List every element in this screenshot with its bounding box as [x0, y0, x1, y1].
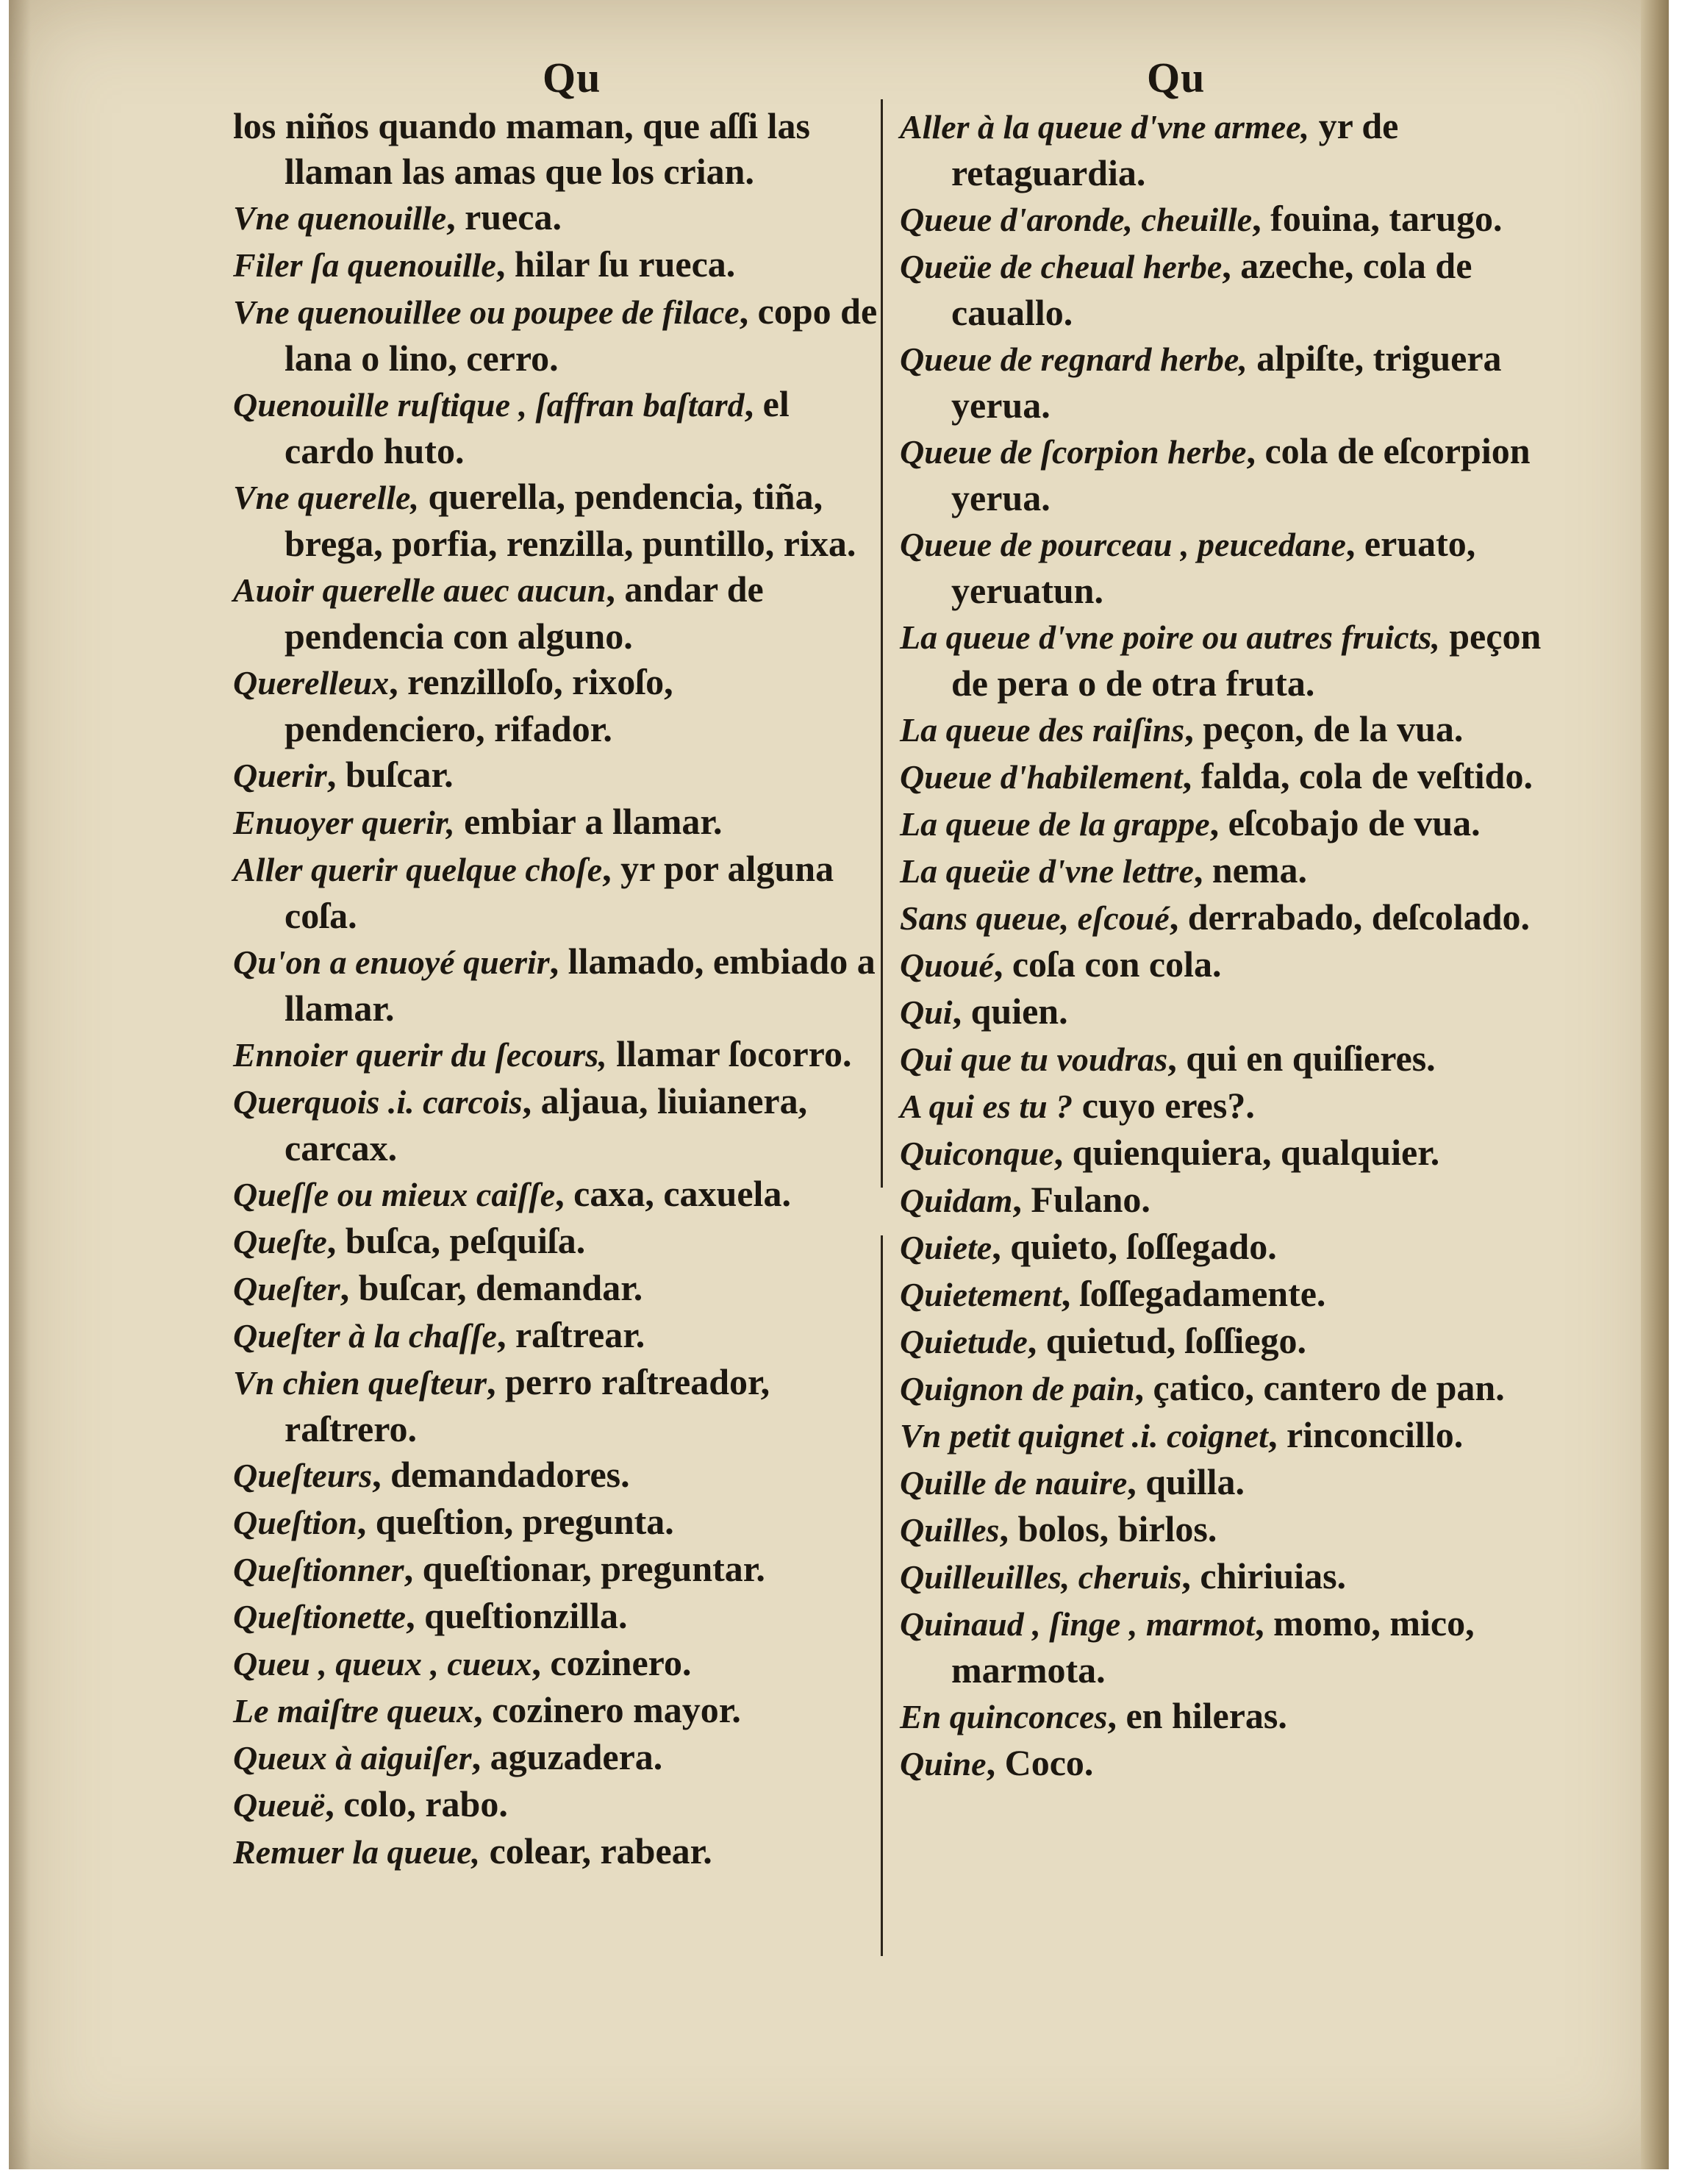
entry-translation: , quieto, ſoſſegado. [992, 1226, 1277, 1267]
entry-headword: Aller à la queue d'vne armee, [900, 108, 1310, 146]
entry-translation: cuyo eres?. [1073, 1085, 1255, 1126]
entry-translation: , nema. [1193, 849, 1308, 891]
entry-headword: Queue d'habilement [900, 758, 1183, 796]
left-column [233, 103, 880, 1875]
dictionary-entry [233, 1265, 880, 1312]
entry-headword: La queüe d'vne lettre [900, 852, 1194, 890]
entry-headword: Queux à aiguiſer [233, 1739, 472, 1777]
entry-translation: , buſcar, demandar. [340, 1267, 643, 1308]
entry-translation: , momo, mico, marmota. [951, 1602, 1475, 1691]
entry-headword: A qui es tu ? [900, 1088, 1073, 1125]
entry-headword: Quiete [900, 1229, 992, 1266]
entry-headword: Quoué [900, 946, 994, 984]
entry-translation: colear, rabear. [480, 1830, 712, 1871]
dictionary-entry [900, 800, 1569, 847]
dictionary-entry [900, 1365, 1569, 1412]
dictionary-entry [233, 846, 880, 938]
entry-headword: Quiconque [900, 1135, 1054, 1172]
column-rule [881, 99, 883, 1188]
entry-translation: , el cardo huto. [284, 383, 790, 471]
entry-headword: Filer ſa quenouille [233, 246, 496, 284]
entry-translation: los niños quando maman, que aſſi las llaman las amas que los crian. [233, 105, 810, 192]
entry-translation: , llamado, embiado a llamar. [284, 941, 876, 1029]
entry-translation: , falda, cola de veſtido. [1182, 755, 1533, 796]
entry-translation: , cozinero mayor. [473, 1689, 741, 1730]
entry-translation: , buſca, peſquiſa. [326, 1220, 586, 1261]
dictionary-entry [233, 1218, 880, 1265]
spine-shadow [9, 0, 31, 2169]
entry-headword: Quille de nauire [900, 1464, 1128, 1502]
entry-translation: , en hileras. [1107, 1695, 1287, 1736]
dictionary-entry [900, 1506, 1569, 1553]
entry-translation: , fouina, tarugo. [1252, 198, 1503, 239]
entry-headword: Queſtionette [233, 1598, 407, 1635]
entry-translation: , azeche, cola de cauallo. [951, 245, 1472, 333]
entry-headword: Queüe de cheual herbe [900, 248, 1223, 285]
dictionary-entry [900, 1082, 1569, 1130]
dictionary-entry [233, 288, 880, 381]
entry-headword: Queuë [233, 1786, 326, 1824]
dictionary-entry [900, 1740, 1569, 1787]
entry-headword: Quenouille ruſtique , ſaffran baſtard [233, 386, 745, 424]
entry-translation: , queſtionar, preguntar. [404, 1548, 765, 1589]
entry-headword: La queue des raiſins [900, 711, 1185, 749]
entry-translation: llamar ſocorro. [606, 1033, 852, 1074]
entry-headword: Le maiſtre queux [233, 1692, 474, 1730]
dictionary-entry [900, 1177, 1569, 1224]
dictionary-entry [900, 1035, 1569, 1082]
entry-translation: , quien. [952, 991, 1068, 1032]
dictionary-entry [233, 799, 880, 846]
dictionary-entry [233, 566, 880, 659]
entry-headword: Ennoier querir du ſecours, [233, 1036, 607, 1074]
dictionary-entry [233, 1687, 880, 1734]
dictionary-entry [900, 894, 1569, 941]
entry-translation: , eruato, yeruatun. [951, 523, 1476, 611]
dictionary-entry [900, 103, 1569, 196]
dictionary-entry [900, 1130, 1569, 1177]
dictionary-entry [900, 1412, 1569, 1459]
entry-headword: Queſter [233, 1270, 340, 1307]
entry-translation: , coſa con cola. [993, 943, 1222, 985]
entry-headword: Enuoyer querir, [233, 804, 455, 841]
dictionary-entry [233, 1781, 880, 1828]
entry-headword: Quine [900, 1745, 987, 1782]
entry-translation: alpiſte, triguera yerua. [951, 338, 1502, 426]
entry-translation: , perro raſtreador, raſtrero. [284, 1361, 770, 1449]
entry-translation: , cola de eſcorpion yerua. [951, 430, 1531, 518]
entry-translation: , rinconcillo. [1267, 1414, 1464, 1455]
dictionary-entry [900, 1693, 1569, 1740]
dictionary-entry [900, 847, 1569, 894]
dictionary-entry [900, 1271, 1569, 1318]
dictionary-entry [233, 241, 880, 288]
dictionary-entry [900, 243, 1569, 335]
entry-translation: , aguzadera. [471, 1736, 663, 1777]
entry-translation: , çatico, cantero de pan. [1134, 1367, 1505, 1408]
dictionary-entry [233, 474, 880, 566]
dictionary-entry [900, 1459, 1569, 1506]
entry-translation: , Coco. [986, 1742, 1094, 1783]
dictionary-entry [233, 194, 880, 241]
dictionary-entry [233, 1546, 880, 1593]
entry-headword: Qu'on a enuoyé querir [233, 943, 550, 981]
entry-headword: Querquois .i. carcois [233, 1083, 523, 1121]
entry-headword: Querir [233, 757, 327, 794]
dictionary-entry [900, 941, 1569, 988]
entry-translation: , quienquiera, qualquier. [1053, 1132, 1440, 1173]
entry-headword: Quilles [900, 1511, 1000, 1549]
entry-translation: , queſtionzilla. [406, 1595, 628, 1636]
dictionary-entry [900, 335, 1569, 428]
dictionary-entry [900, 1553, 1569, 1600]
running-header-left: Qu [543, 54, 601, 101]
entry-headword: Qui que tu voudras [900, 1041, 1168, 1078]
entry-translation: , caxa, caxuela. [555, 1173, 791, 1214]
entry-headword: Quinaud , ſinge , marmot [900, 1605, 1256, 1643]
entry-translation: yr de retaguardia. [951, 105, 1399, 193]
dictionary-entry [233, 1593, 880, 1640]
entry-translation: , aljaua, liuianera, carcax. [284, 1080, 808, 1168]
entry-headword: Queſtion [233, 1504, 357, 1541]
entry-translation: , colo, rabo. [325, 1783, 508, 1824]
entry-headword: Aller querir quelque choſe [233, 851, 603, 888]
entry-headword: Qui [900, 993, 953, 1031]
entry-translation: , rueca. [446, 196, 562, 238]
entry-headword: Quietude [900, 1323, 1028, 1360]
entry-translation: , chiriuias. [1181, 1555, 1347, 1596]
dictionary-entry [233, 1359, 880, 1452]
entry-translation: , raſtrear. [496, 1314, 645, 1355]
entry-translation: , bolos, birlos. [999, 1508, 1217, 1549]
entry-translation: , quietud, ſoſſiego. [1027, 1320, 1307, 1361]
dictionary-entry [233, 1171, 880, 1218]
dictionary-entry [233, 752, 880, 799]
entry-translation: , eſcobajo de vua. [1209, 802, 1481, 843]
page-edge [1641, 0, 1669, 2169]
dictionary-entry [233, 1734, 880, 1781]
entry-translation: querella, pendencia, tiña, brega, porfia, renzilla, puntillo, rixa. [284, 476, 856, 564]
entry-translation: , queſtion, pregunta. [357, 1501, 674, 1542]
entry-translation: , renzilloſo, rixoſo, pendenciero, rifador. [284, 661, 673, 749]
page [9, 0, 1669, 2169]
entry-translation: , qui en quiſieres. [1167, 1038, 1436, 1079]
entry-headword: Queue d'aronde, cheuille [900, 201, 1253, 238]
entry-translation: , Fulano. [1012, 1179, 1150, 1220]
entry-headword: Queſſe ou mieux caiſſe [233, 1176, 556, 1213]
entry-translation: , copo de lana o lino, cerro. [284, 290, 878, 379]
dictionary-entry [900, 196, 1569, 243]
entry-headword: Quilleuilles, cheruis [900, 1558, 1182, 1596]
entry-headword: Queſte [233, 1223, 327, 1260]
dictionary-entry [233, 1499, 880, 1546]
entry-translation: peçon de pera o de otra fruta. [951, 615, 1542, 704]
entry-translation: , cozinero. [532, 1642, 692, 1683]
entry-headword: Querelleux [233, 664, 390, 702]
dictionary-entry [233, 1828, 880, 1875]
dictionary-entry [900, 613, 1569, 706]
dictionary-entry [900, 1600, 1569, 1693]
dictionary-entry [900, 521, 1569, 613]
dictionary-entry [233, 659, 880, 752]
entry-headword: Vne quenouillee ou poupee de filace [233, 293, 740, 331]
entry-headword: Vn chien queſteur [233, 1364, 487, 1402]
entry-headword: En quinconces [900, 1698, 1108, 1735]
entry-headword: Auoir querelle auec aucun [233, 571, 606, 609]
entry-headword: Vn petit quignet .i. coignet [900, 1417, 1268, 1455]
entry-translation: , demandadores. [372, 1454, 630, 1495]
dictionary-entry [900, 1224, 1569, 1271]
entry-headword: La queue de la grappe [900, 805, 1210, 843]
entry-translation: , peçon, de la vua. [1184, 708, 1464, 749]
dictionary-entry [233, 381, 880, 474]
dictionary-entry [233, 103, 880, 194]
running-header-right: Qu [1147, 54, 1206, 101]
entry-translation: embiar a llamar. [454, 801, 723, 842]
entry-headword: Quidam [900, 1182, 1013, 1219]
entry-headword: Sans queue, eſcoué [900, 899, 1170, 937]
entry-translation: , hilar ſu rueca. [495, 243, 736, 285]
dictionary-entry [900, 1318, 1569, 1365]
column-rule-lower [881, 1235, 883, 1956]
dictionary-entry [233, 1640, 880, 1687]
entry-translation: , quilla. [1127, 1461, 1245, 1502]
entry-headword: Queu , queux , cueux [233, 1645, 532, 1682]
entry-translation: , yr por alguna coſa. [284, 848, 834, 936]
entry-headword: Queſtionner [233, 1551, 404, 1588]
entry-headword: La queue d'vne poire ou autres fruicts, [900, 618, 1440, 656]
entry-headword: Vne querelle, [233, 479, 419, 516]
entry-headword: Quietement [900, 1276, 1062, 1313]
entry-headword: Remuer la queue, [233, 1833, 481, 1871]
entry-translation: , buſcar. [326, 754, 454, 795]
dictionary-entry [233, 1452, 880, 1499]
entry-headword: Vne quenouille [233, 199, 447, 237]
entry-headword: Queue de ſcorpion herbe [900, 433, 1247, 471]
dictionary-entry [900, 428, 1569, 521]
entry-translation: , andar de pendencia con alguno. [284, 568, 764, 657]
dictionary-entry [233, 1312, 880, 1359]
right-column [900, 103, 1569, 1787]
entry-headword: Queue de pourceau , peucedane [900, 526, 1346, 563]
dictionary-entry [233, 1078, 880, 1171]
dictionary-entry [900, 988, 1569, 1035]
entry-headword: Queue de regnard herbe, [900, 340, 1248, 378]
dictionary-entry [900, 706, 1569, 753]
entry-headword: Queſteurs [233, 1457, 373, 1494]
dictionary-entry [233, 1031, 880, 1078]
entry-translation: , ſoſſegadamente. [1061, 1273, 1326, 1314]
dictionary-entry [900, 753, 1569, 800]
dictionary-entry [233, 938, 880, 1031]
entry-translation: , derrabado, deſcolado. [1169, 896, 1531, 938]
entry-headword: Quignon de pain [900, 1370, 1135, 1407]
entry-headword: Queſter à la chaſſe [233, 1317, 497, 1355]
